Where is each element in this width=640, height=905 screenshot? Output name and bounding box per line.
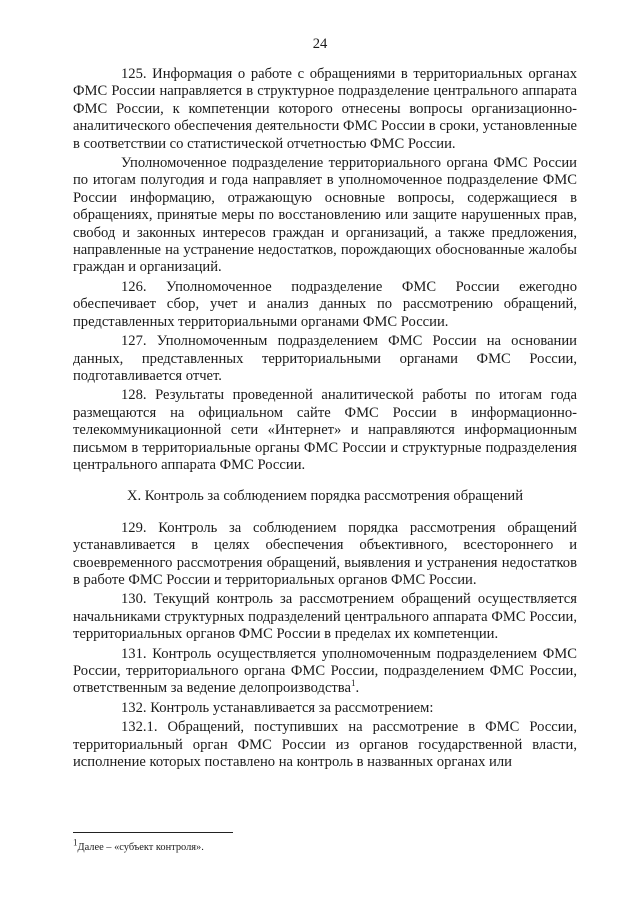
footnote-reference[interactable]: 1 <box>350 678 356 689</box>
document-body <box>73 66 577 773</box>
footnote-text: Далее – «субъект контроля». <box>77 842 204 853</box>
paragraph-126: 126. Уполномоченное подразделение ФМС России ежегодно обеспечивает сбор, учет и анализ данных по рассмотрению обращений, представленных территориальными органами ФМС России. <box>73 278 577 330</box>
paragraph-131 <box>73 646 577 698</box>
paragraph-132-1: 132.1. Обращений, поступивших на рассмотрение в ФМС России, территориальный орган ФМС России из органов государственной власти, исполнение которых поставлено на контроль в названных органах или <box>73 719 577 771</box>
section-heading: X. Контроль за соблюдением порядка рассмотрения обращений <box>126 488 524 505</box>
paragraph-125-continued: Уполномоченное подразделение территориального органа ФМС России по итогам полугодия и года направляет в уполномоченное подразделение ФМС России информацию, отражающую основные вопросы, содержащиеся в обращениях, принятые меры по восстановлению или защите нарушенных прав, свобод и законных интересов граждан и организаций, а также предложения, направленные на устранение недостатков, порождающих обоснованные жалобы граждан и организаций. <box>73 155 577 276</box>
footnote-mark: 1 <box>73 837 78 848</box>
page-number: 24 <box>312 36 328 52</box>
paragraph-125: 125. Информация о работе с обращениями в территориальных органах ФМС России направляется в структурное подразделение центрального аппарата ФМС России, к компетенции которого отнесены вопросы организационно-аналитического обеспечения деятельности ФМС России в сроки, установленные в соответствии со статистической отчетностью ФМС России. <box>73 66 577 152</box>
footnote-separator <box>73 832 233 833</box>
paragraph-131-tail: . <box>355 680 360 697</box>
paragraph-128: 128. Результаты проведенной аналитической работы по итогам года размещаются на официальном сайте ФМС России в информационно-телекоммуникационной сети «Интернет» и направляются информационным письмом в территориальные органы ФМС России и структурные подразделения центрального аппарата ФМС России. <box>73 387 577 473</box>
paragraph-131-text: 131. Контроль осуществляется уполномоченным подразделением ФМС России, территориального органа ФМС России, подразделением ФМС России, ответственным за ведение делопроизводства <box>73 645 577 697</box>
paragraph-127: 127. Уполномоченным подразделением ФМС России на основании данных, представленных территориальными органами ФМС России, подготавливается отчет. <box>73 333 577 384</box>
paragraph-129: 129. Контроль за соблюдением порядка рассмотрения обращений устанавливается в целях обеспечения объективного, всестороннего и своевременного рассмотрения обращений, выявления и устранения недостатков в работе ФМС России и территориальных органов ФМС России. <box>73 519 577 588</box>
footnote <box>73 837 577 854</box>
paragraph-130: 130. Текущий контроль за рассмотрением обращений осуществляется начальниками структурных подразделений центрального аппарата ФМС России, территориальных органов ФМС России в пределах их компетенции. <box>73 591 577 643</box>
paragraph-132: 132. Контроль устанавливается за рассмотрением: <box>121 699 434 716</box>
